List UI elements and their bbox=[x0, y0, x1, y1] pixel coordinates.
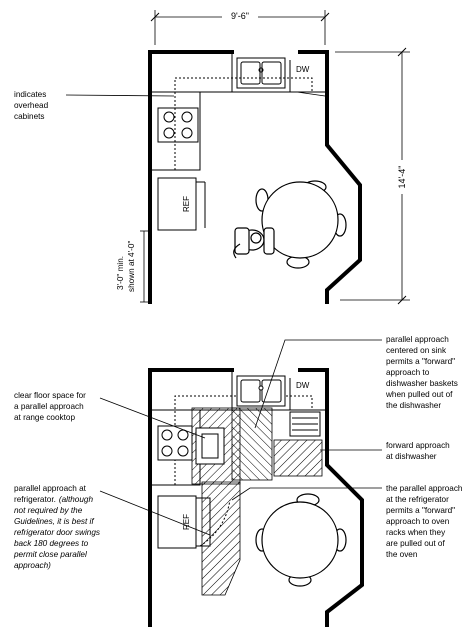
dining-table bbox=[256, 181, 346, 268]
fridge-parallel-italic-7: approach) bbox=[14, 561, 51, 570]
clearance-shown-label: shown at 4'-0" bbox=[127, 240, 136, 292]
refrigerator-tag-2: REF bbox=[182, 514, 191, 530]
dishwasher-tag-2: DW bbox=[296, 381, 310, 390]
fridge-parallel-plain-2: refrigerator. bbox=[14, 495, 56, 504]
fridge-parallel-italic-1: (although bbox=[58, 495, 94, 504]
fridge-forward-line-7: the oven bbox=[386, 550, 418, 559]
sink-note-line-7: the dishwasher bbox=[386, 401, 442, 410]
refrigerator-tag: REF bbox=[182, 196, 191, 212]
dining-table-2 bbox=[256, 494, 346, 586]
length-dimension bbox=[335, 48, 410, 304]
wheelchair-icon bbox=[234, 228, 274, 258]
clearance-min-label: 3'-0" min. bbox=[116, 255, 125, 290]
dishwasher-note bbox=[320, 441, 450, 461]
sink bbox=[237, 58, 285, 88]
dishwasher-racks bbox=[290, 412, 320, 436]
sink-note-line-1: parallel approach bbox=[386, 335, 449, 344]
sink-note-line-3: permits a "forward" bbox=[386, 357, 456, 366]
plan-1 bbox=[14, 10, 410, 304]
width-dimension bbox=[151, 10, 329, 45]
fridge-parallel-italic-2: not required by the bbox=[14, 506, 83, 515]
range-note-line-3: at range cooktop bbox=[14, 413, 75, 422]
fridge-parallel-italic-3: Guidelines, it is best if bbox=[14, 517, 94, 526]
fridge-parallel-italic-6: permit close parallel bbox=[14, 550, 87, 559]
fridge-parallel-italic-4: refrigerator door swings bbox=[14, 528, 101, 537]
sink-note-line-4: approach to bbox=[386, 368, 430, 377]
cooktop bbox=[158, 108, 198, 142]
overhead-note-line-3: cabinets bbox=[14, 112, 45, 121]
range-note-line-1: clear floor space for bbox=[14, 391, 86, 400]
fridge-parallel-line-2 bbox=[14, 495, 93, 504]
sink-note-line-5: dishwasher baskets bbox=[386, 379, 458, 388]
fridge-forward-line-1: the parallel approach bbox=[386, 484, 463, 493]
range-note-line-2: a parallel approach bbox=[14, 402, 84, 411]
walls bbox=[150, 52, 360, 302]
overhead-note-line-1: indicates bbox=[14, 90, 47, 99]
dishwasher-tag: DW bbox=[296, 65, 310, 74]
length-dimension-label: 14'-4" bbox=[397, 165, 407, 189]
sink-2 bbox=[237, 376, 285, 406]
fridge-forward-line-5: racks when they bbox=[386, 528, 446, 537]
overhead-note-line-2: overhead bbox=[14, 101, 49, 110]
fridge-parallel-italic-5: back 180 degrees to bbox=[14, 539, 89, 548]
dishwasher-note-line-1: forward approach bbox=[386, 441, 450, 450]
fridge-forward-line-6: are pulled out of bbox=[386, 539, 445, 548]
width-dimension-label: 9'-6" bbox=[231, 11, 249, 21]
plan-2 bbox=[13, 335, 463, 625]
fridge-forward-line-2: at the refrigerator bbox=[386, 495, 449, 504]
sink-note-line-6: when pulled out of bbox=[386, 390, 453, 399]
sink-note-line-2: centered on sink bbox=[386, 346, 447, 355]
clearance-dimension bbox=[116, 231, 150, 302]
fridge-parallel-line-1: parallel approach at bbox=[14, 484, 86, 493]
fridge-forward-line-3: permits a "forward" bbox=[386, 506, 456, 515]
oven-racks bbox=[196, 428, 224, 464]
fridge-forward-line-4: approach to oven bbox=[386, 517, 450, 526]
dishwasher-note-line-2: at dishwasher bbox=[386, 452, 437, 461]
